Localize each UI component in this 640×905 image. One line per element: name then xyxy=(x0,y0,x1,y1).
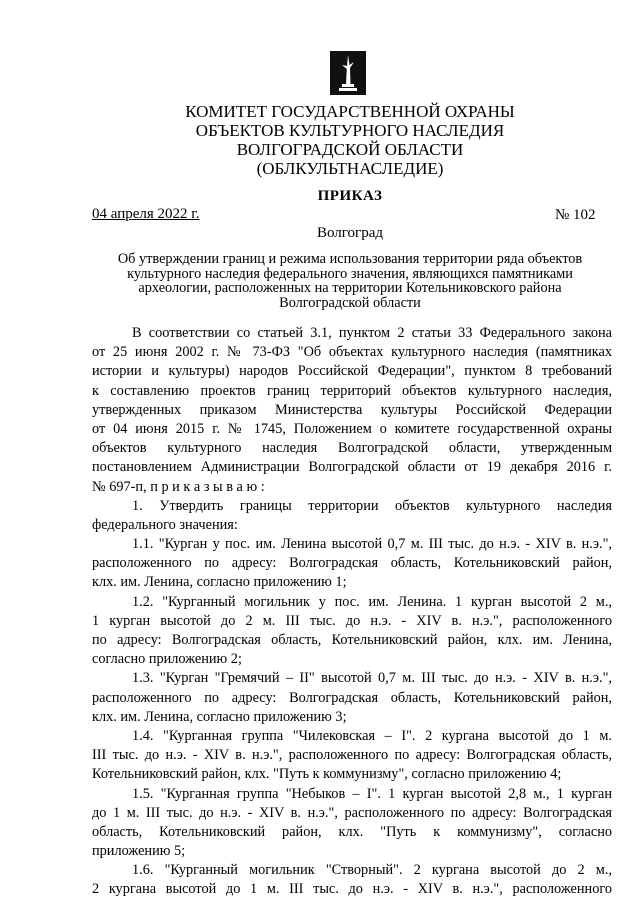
body-line: 1.5. "Курганная группа "Небыков – I". 1 курган высотой 2,8 м., 1 курган xyxy=(132,785,612,802)
body-line: 1.4. "Курганная группа "Чилековская – I". 2 кургана высотой до 1 м. xyxy=(132,727,612,744)
body-line: 1.2. "Курганный могильник у пос. им. Ленина. 1 курган высотой 2 м., xyxy=(132,593,612,610)
body-line: к составлению проектов границ территорий объектов культурного наследия, xyxy=(92,382,612,399)
document-body xyxy=(92,324,612,900)
org-line: (ОБЛКУЛЬТНАСЛЕДИЕ) xyxy=(256,159,444,178)
body-line: 1.3. "Курган "Гремячий – II" высотой 0,7 м. III тыс. до н.э. - XIV в. н.э.", xyxy=(132,670,612,687)
volgograd-emblem-icon xyxy=(330,51,366,95)
body-line: по адресу: Волгоградская область, Котельниковский район, клх. им. Ленина, xyxy=(92,632,612,648)
subject-line: Волгоградской области xyxy=(279,294,421,311)
org-line: ОБЪЕКТОВ КУЛЬТУРНОГО НАСЛЕДИЯ xyxy=(195,121,505,140)
document-date: 04 апреля 2022 г. xyxy=(92,206,200,222)
body-line: 1. Утвердить границы территории объектов культурного наследия xyxy=(132,497,612,514)
body-line: клх. им. Ленина, согласно приложению 3; xyxy=(92,708,347,725)
body-line: до 1 м. III тыс. до н.э. - XIV в. н.э.", расположенного по адресу: Волгоградская xyxy=(92,804,612,821)
body-line: федерального значения: xyxy=(92,516,238,533)
organization-name xyxy=(150,102,550,178)
body-line: 2 кургана высотой до 1 м. III тыс. до н.э. - XIV в. н.э.", расположенного xyxy=(92,881,612,898)
document-city: Волгоград xyxy=(316,225,383,241)
body-line: от 04 июня 2015 г. № 1745, Положением о комитете государственной охраны xyxy=(92,420,612,437)
body-line: область, Котельниковский район, клх. "Путь к коммунизму", согласно xyxy=(92,823,612,840)
subject-line: археологии, расположенных на территории Котельниковского района xyxy=(138,280,562,296)
org-line: КОМИТЕТ ГОСУДАРСТВЕННОЙ ОХРАНЫ xyxy=(185,102,515,121)
document-subject xyxy=(100,252,600,310)
body-line: № 697-п, п р и к а з ы в а ю : xyxy=(92,478,265,495)
body-line: утвержденных приказом Министерства культуры Российской Федерации xyxy=(92,401,612,418)
body-line: III тыс. до н.э. - XIV в. н.э.", расположенного по адресу: Волгоградская область, xyxy=(92,747,612,764)
body-line: приложению 5; xyxy=(92,843,186,860)
body-line: В соответствии со статьей 3.1, пунктом 2 статьи 33 Федерального закона xyxy=(132,325,612,341)
body-line: истории и культуры) народов Российской Федерации", пунктом 8 требований xyxy=(92,363,612,380)
document-number: № 102 xyxy=(555,207,596,223)
body-line: Котельниковский район, клх. "Путь к коммунизму", согласно приложению 4; xyxy=(92,766,562,783)
subject-line: Об утверждении границ и режима использования территории ряда объектов xyxy=(117,251,583,267)
body-line: расположенного по адресу: Волгоградская область, Котельниковский район, xyxy=(92,689,612,706)
body-line: постановлением Администрации Волгоградской области от 19 декабря 2016 г. xyxy=(92,459,612,476)
body-line: объектов культурного наследия Волгоградской области, утвержденным xyxy=(92,440,612,457)
body-line: от 25 июня 2002 г. № 73-ФЗ "Об объектах культурного наследия (памятниках xyxy=(92,344,612,361)
subject-line: культурного наследия федерального значения, являющихся памятниками xyxy=(127,265,573,282)
body-line: согласно приложению 2; xyxy=(92,651,242,668)
body-line: 1.6. "Курганный могильник "Створный". 2 кургана высотой до 2 м., xyxy=(132,862,612,879)
org-line: ВОЛГОГРАДСКОЙ ОБЛАСТИ xyxy=(236,140,464,159)
document-type-title: ПРИКАЗ xyxy=(317,188,383,204)
body-line: 1 курган высотой до 2 м. III тыс. до н.э. - XIV в. н.э.", расположенного xyxy=(92,612,612,629)
body-line: расположенного по адресу: Волгоградская область, Котельниковский район, xyxy=(92,555,612,572)
body-line: 1.1. "Курган у пос. им. Ленина высотой 0,7 м. III тыс. до н.э. - XIV в. н.э.", xyxy=(132,536,612,553)
body-line: клх. им. Ленина, согласно приложению 1; xyxy=(92,574,347,591)
